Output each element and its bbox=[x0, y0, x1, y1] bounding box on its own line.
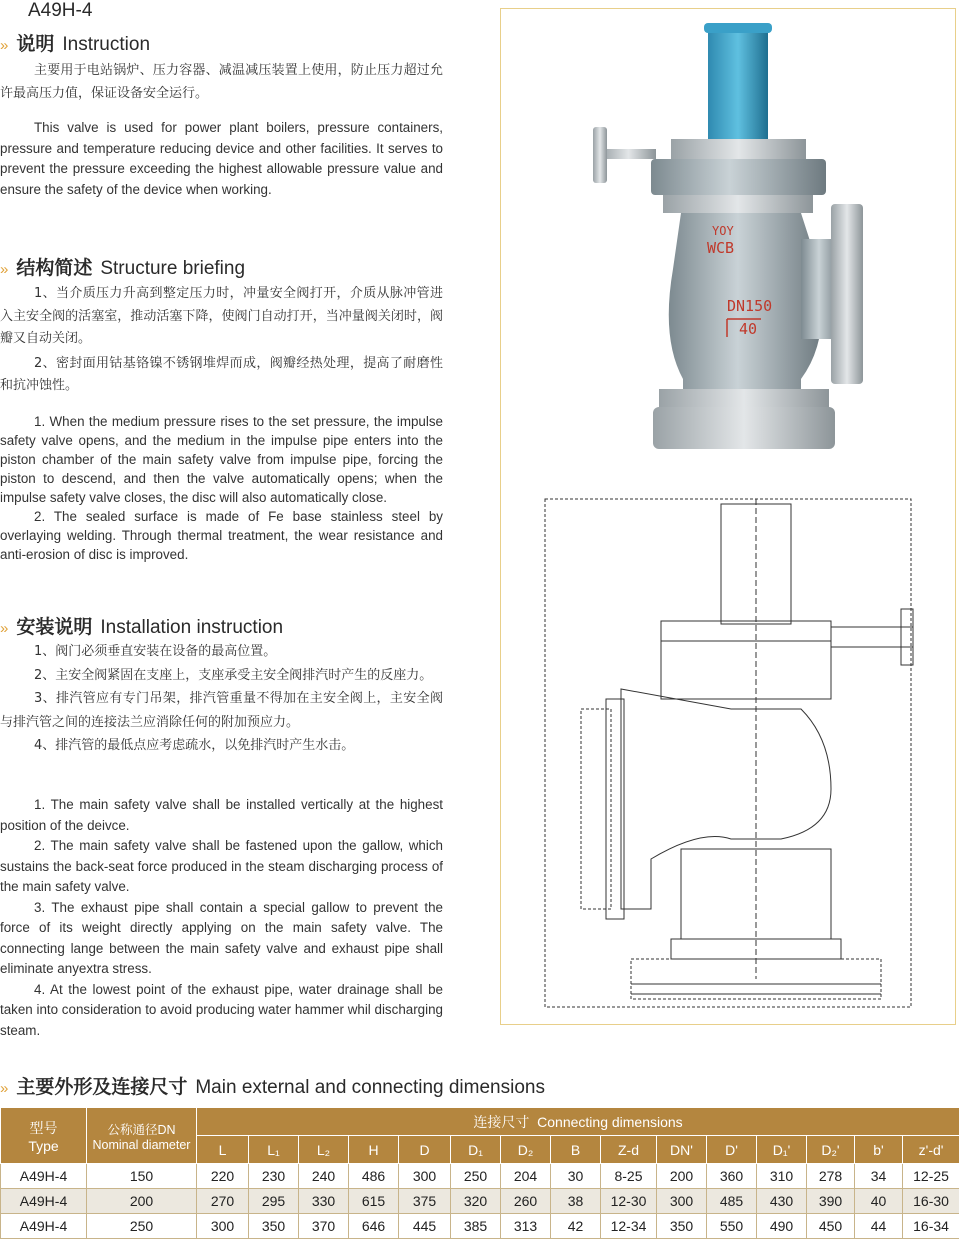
column-header: D' bbox=[707, 1136, 757, 1164]
chevron-icon: » bbox=[0, 620, 7, 637]
paragraph: 2. The main safety valve shall be fastened upon the gallow, which sustains the back-seat force produced in the steam discharging process of the main safety valve. bbox=[0, 838, 443, 894]
table-cell: 313 bbox=[501, 1214, 551, 1239]
table-cell: 16-30 bbox=[903, 1189, 959, 1214]
table-row bbox=[1, 1214, 959, 1239]
table-cell: 295 bbox=[249, 1189, 299, 1214]
dn-header bbox=[87, 1108, 197, 1164]
section-header-instruction bbox=[0, 29, 150, 56]
installation-en bbox=[0, 795, 443, 1041]
table-cell: 450 bbox=[807, 1214, 855, 1239]
column-header: z'-d' bbox=[903, 1136, 959, 1164]
table-cell: 330 bbox=[299, 1189, 349, 1214]
structure-en bbox=[0, 412, 443, 564]
table-cell: 16-34 bbox=[903, 1214, 959, 1239]
table-cell: 550 bbox=[707, 1214, 757, 1239]
table-cell: 40 bbox=[855, 1189, 903, 1214]
table-cell: 12-34 bbox=[601, 1214, 657, 1239]
conn-cn: 连接尺寸 bbox=[473, 1113, 530, 1130]
header-cn: 说明 bbox=[16, 33, 55, 55]
valve-illustration bbox=[501, 9, 955, 1024]
table-cell: 385 bbox=[451, 1214, 501, 1239]
column-header: L₁ bbox=[249, 1136, 299, 1164]
chevron-icon: » bbox=[0, 261, 7, 278]
table-cell: 300 bbox=[197, 1214, 249, 1239]
header-cn: 主要外形及连接尺寸 bbox=[16, 1076, 188, 1098]
table-cell: 12-25 bbox=[903, 1164, 959, 1189]
table-cell: 300 bbox=[657, 1189, 707, 1214]
marking-dn: DN150 bbox=[727, 297, 773, 315]
instruction-cn bbox=[0, 60, 443, 105]
valve-photo bbox=[593, 23, 863, 449]
table-cell: 204 bbox=[501, 1164, 551, 1189]
table-cell: 390 bbox=[807, 1189, 855, 1214]
installation-cn bbox=[0, 640, 443, 758]
dimensions-table bbox=[0, 1107, 959, 1239]
chevron-icon: » bbox=[0, 1080, 7, 1097]
instruction-en bbox=[0, 118, 443, 200]
table-cell: 270 bbox=[197, 1189, 249, 1214]
table-cell: 34 bbox=[855, 1164, 903, 1189]
table-cell: 360 bbox=[707, 1164, 757, 1189]
paragraph: 2、密封面用钴基铬镍不锈钢堆焊而成，阀瓣经热处理，提高了耐磨性和抗冲蚀性。 bbox=[0, 355, 443, 393]
table-cell: 375 bbox=[399, 1189, 451, 1214]
paragraph: 4. At the lowest point of the exhaust pipe, water drainage shall be taken into consideration to avoid producing water hammer whil discharging steam. bbox=[0, 981, 443, 1038]
table-cell: 300 bbox=[399, 1164, 451, 1189]
table-cell: 646 bbox=[349, 1214, 399, 1239]
table-cell: 44 bbox=[855, 1214, 903, 1239]
type-header bbox=[1, 1108, 87, 1164]
column-header: H bbox=[349, 1136, 399, 1164]
table-cell: 350 bbox=[249, 1214, 299, 1239]
table-cell: A49H-4 bbox=[1, 1189, 87, 1214]
table-cell: 250 bbox=[451, 1164, 501, 1189]
table-cell: 485 bbox=[707, 1189, 757, 1214]
table-cell: 490 bbox=[757, 1214, 807, 1239]
header-en: Structure briefing bbox=[100, 258, 246, 279]
table-cell: 8-25 bbox=[601, 1164, 657, 1189]
column-header: B bbox=[551, 1136, 601, 1164]
type-cn: 型号 bbox=[29, 1119, 58, 1136]
marking-pn: 40 bbox=[739, 320, 758, 338]
section-header-installation bbox=[0, 612, 283, 639]
paragraph: 3. The exhaust pipe shall contain a special gallow to prevent the force of its weight directly applying on the main safety valve. The connecting lange between the main safety valve and exhaust pipe shall eliminate anyextra stress. bbox=[0, 899, 443, 976]
marking-wcb: WCB bbox=[707, 239, 735, 257]
conn-en: Connecting dimensions bbox=[537, 1113, 683, 1130]
conn-header bbox=[197, 1108, 959, 1136]
table-cell: 310 bbox=[757, 1164, 807, 1189]
column-header: D₁ bbox=[451, 1136, 501, 1164]
table-cell: 430 bbox=[757, 1189, 807, 1214]
paragraph: 2. The sealed surface is made of Fe base stainless steel by overlaying welding. Through thermal treatment, the wear resistance and anti-erosion of disc is improved. bbox=[0, 509, 443, 562]
table-cell: 240 bbox=[299, 1164, 349, 1189]
column-header: Z-d bbox=[601, 1136, 657, 1164]
paragraph: 4、排汽管的最低点应考虑疏水，以免排汽时产生水击。 bbox=[34, 738, 355, 753]
marking-yoy: YOY bbox=[712, 224, 734, 238]
table-cell: A49H-4 bbox=[1, 1214, 87, 1239]
section-header-structure bbox=[0, 253, 245, 280]
table-cell: 230 bbox=[249, 1164, 299, 1189]
header-en: Installation instruction bbox=[100, 617, 284, 638]
table-cell: 12-30 bbox=[601, 1189, 657, 1214]
table-cell: 200 bbox=[87, 1189, 197, 1214]
section-header-dimensions bbox=[0, 1072, 545, 1099]
table-cell: 260 bbox=[501, 1189, 551, 1214]
chevron-icon: » bbox=[0, 37, 7, 54]
header-en: Main external and connecting dimensions bbox=[195, 1077, 545, 1098]
table-cell: 350 bbox=[657, 1214, 707, 1239]
paragraph: This valve is used for power plant boilers, pressure containers, pressure and temperature reducing device and other facilities. It serves to prevent the pressure exceeding the highest allowable pressure value and ensure the safety of the device when working. bbox=[0, 120, 443, 197]
column-header: L bbox=[197, 1136, 249, 1164]
table-row bbox=[1, 1189, 959, 1214]
table-cell: 370 bbox=[299, 1214, 349, 1239]
table-cell: A49H-4 bbox=[1, 1164, 87, 1189]
table-cell: 615 bbox=[349, 1189, 399, 1214]
model-title: A49H-4 bbox=[28, 0, 93, 21]
paragraph: 主要用于电站锅炉、压力容器、减温减压装置上使用，防止压力超过允许最高压力值，保证设备安全运行。 bbox=[0, 63, 443, 101]
dn-en: Nominal diameter bbox=[92, 1137, 191, 1152]
dn-cn: 公称通径DN bbox=[107, 1122, 176, 1137]
table-cell: 200 bbox=[657, 1164, 707, 1189]
table-row bbox=[1, 1164, 959, 1189]
column-header: L₂ bbox=[299, 1136, 349, 1164]
paragraph: 1. When the medium pressure rises to the set pressure, the impulse safety valve opens, and the medium in the impulse pipe enters into the piston chamber of the main safety valve from impulse pipe, forcing the piston to descend, and then the valve automatically opens; when the impulse safety valve closes, the disc will also automatically close. bbox=[0, 414, 443, 505]
header-cn: 安装说明 bbox=[16, 616, 93, 638]
paragraph: 2、主安全阀紧固在支座上，支座承受主安全阀排汽时产生的反座力。 bbox=[34, 667, 433, 683]
header-en: Instruction bbox=[62, 34, 151, 55]
product-image-panel bbox=[500, 8, 956, 1025]
column-header: b' bbox=[855, 1136, 903, 1164]
paragraph: 1、阀门必须垂直安装在设备的最高位置。 bbox=[34, 644, 277, 659]
header-cn: 结构简述 bbox=[16, 257, 93, 279]
table-cell: 30 bbox=[551, 1164, 601, 1189]
paragraph: 1. The main safety valve shall be installed vertically at the highest position of the deivce. bbox=[0, 797, 443, 833]
table-cell: 486 bbox=[349, 1164, 399, 1189]
table-cell: 220 bbox=[197, 1164, 249, 1189]
table-cell: 445 bbox=[399, 1214, 451, 1239]
column-header: D bbox=[399, 1136, 451, 1164]
table-cell: 320 bbox=[451, 1189, 501, 1214]
structure-cn bbox=[0, 283, 443, 398]
type-en: Type bbox=[28, 1137, 59, 1154]
column-header: DN' bbox=[657, 1136, 707, 1164]
table-cell: 250 bbox=[87, 1214, 197, 1239]
paragraph: 3、排汽管应有专门吊架，排汽管重量不得加在主安全阀上，主安全阀与排汽管之间的连接法兰应消除任何的附加预应力。 bbox=[0, 691, 443, 730]
table-cell: 150 bbox=[87, 1164, 197, 1189]
paragraph: 1、当介质压力升高到整定压力时，冲量安全阀打开，介质从脉冲管进入主安全阀的活塞室，推动活塞下降，使阀门自动打开，当冲量阀关闭时，阀瓣又自动关闭。 bbox=[0, 286, 443, 346]
column-header: D₂ bbox=[501, 1136, 551, 1164]
column-header: D₁' bbox=[757, 1136, 807, 1164]
column-header: D₂' bbox=[807, 1136, 855, 1164]
cross-section-drawing bbox=[545, 499, 913, 1007]
table-cell: 42 bbox=[551, 1214, 601, 1239]
table-cell: 38 bbox=[551, 1189, 601, 1214]
table-cell: 278 bbox=[807, 1164, 855, 1189]
